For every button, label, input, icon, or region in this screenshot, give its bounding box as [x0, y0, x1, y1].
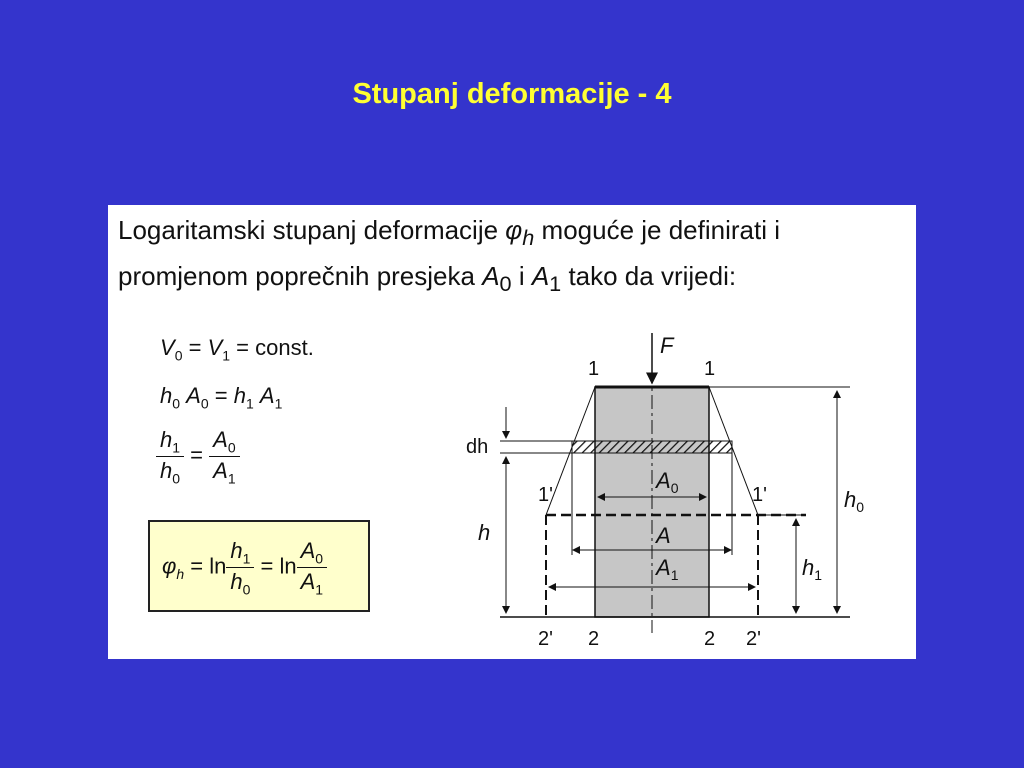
section-1-right: 1	[704, 358, 716, 380]
intro-line2-start: promjenom poprečnih presjeka	[118, 261, 483, 292]
A0-symbol: A	[482, 261, 500, 292]
h1-label: $h_1$	[802, 555, 823, 583]
intro-line1-end: moguće je definirati i	[534, 215, 780, 245]
height-ratio: $\frac{h_1}{h_0}$	[156, 427, 184, 487]
section-1-left: 1	[588, 358, 600, 380]
A1-label: $A_1$	[656, 555, 679, 583]
volume-product-equation: $h_0$ $A_0 = h_1$ $A_1$	[160, 383, 283, 412]
volume-equation: $V_0 = V_1$ = const.	[160, 335, 314, 364]
A1-subscript: 1	[549, 271, 562, 297]
ratio-equation: $\frac{h_1}{h_0}$ = $\frac{A_0}{A_1}$	[156, 427, 240, 487]
slide-title: Stupanj deformacije - 4	[352, 78, 672, 110]
A-label: A	[656, 523, 671, 548]
compression-diagram	[108, 205, 916, 659]
phi-subscript: h	[522, 225, 535, 251]
area-ratio: $\frac{A_0}{A_1}$	[209, 427, 239, 487]
h-label: h	[478, 520, 491, 545]
section-2-left: 2	[588, 628, 600, 650]
intro-line1-start: Logaritamski stupanj deformacije	[118, 215, 506, 245]
dh-label: dh	[466, 436, 489, 458]
log-strain-formula: $\varphi_h = \ln$ $\frac{h_1}{h_0}$ = ln $\frac{A_0}{A_1}$	[162, 538, 327, 598]
A1-symbol: A	[531, 261, 550, 292]
force-label: F	[660, 333, 674, 358]
content-panel	[108, 205, 916, 659]
h0-label: $h_0$	[844, 487, 865, 515]
phi-symbol: φ	[505, 215, 523, 245]
section-2p-right: 2'	[746, 628, 761, 650]
section-1p-right: 1'	[752, 484, 767, 506]
intro-line2-end: tako da vrijedi:	[561, 261, 737, 292]
section-2-right: 2	[704, 628, 716, 650]
A0-subscript: 0	[499, 271, 512, 297]
section-2p-left: 2'	[538, 628, 553, 650]
section-1p-left: 1'	[538, 484, 553, 506]
intro-and: i	[511, 261, 532, 292]
A0-label: $A_0$	[656, 468, 679, 496]
